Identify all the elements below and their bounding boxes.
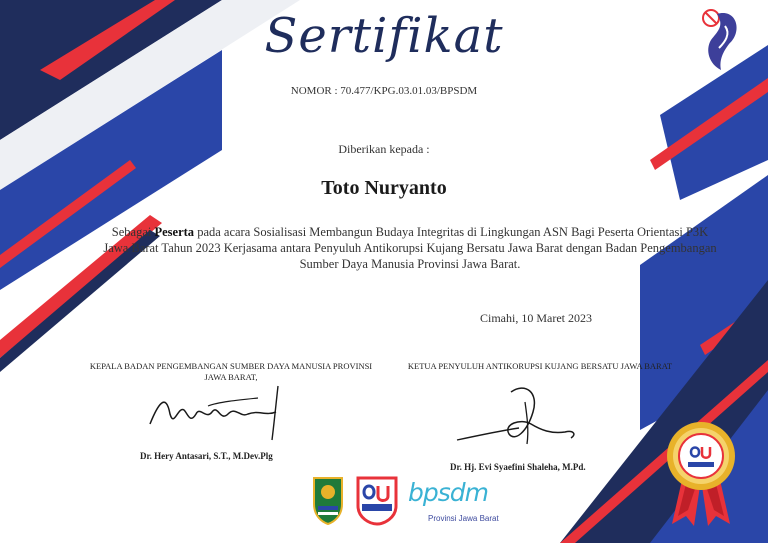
certificate-number: NOMOR : 70.477/KPG.03.01.03/BPSDM bbox=[290, 85, 478, 97]
bpsdm-subtitle: Provinsi Jawa Barat bbox=[428, 514, 499, 523]
desc-role: Peserta bbox=[154, 225, 195, 239]
right-signatory-title: KETUA PENYULUH ANTIKORUPSI KUJANG BERSATU JAWA BARAT bbox=[407, 361, 673, 371]
certificate-title: Sertifikat bbox=[264, 8, 504, 64]
right-signature bbox=[455, 382, 585, 452]
certificate-description bbox=[100, 224, 720, 272]
recipient-name: Toto Nuryanto bbox=[321, 177, 447, 199]
right-signatory-name: Dr. Hj. Evi Syaefini Shaleha, M.Pd. bbox=[450, 462, 586, 472]
left-signature bbox=[148, 384, 298, 444]
desc-before: Sebagai bbox=[111, 225, 152, 239]
left-signatory-name: Dr. Hery Antasari, S.T., M.Dev.Plg bbox=[140, 451, 273, 461]
award-medal-icon bbox=[664, 420, 738, 528]
desc-after: pada acara Sosialisasi Membangun Budaya Integritas di Lingkungan ASN Bagi Peserta Orientasi P3K Jawa Barat Tahun 2023 Kerjasama antara Penyuluh Antikorupsi Kujang Bersatu Jawa Barat dengan Badan Pengembangan Sumber Daya Manusia Provinsi Jawa Barat. bbox=[103, 225, 717, 271]
left-signatory-title: KEPALA BADAN PENGEMBANGAN SUMBER DAYA MANUSIA PROVINSI JAWA BARAT, bbox=[89, 361, 373, 382]
given-to-label: Diberikan kepada : bbox=[338, 142, 430, 156]
place-date: Cimahi, 10 Maret 2023 bbox=[480, 311, 592, 325]
kujang-badge-icon bbox=[354, 474, 400, 526]
jawa-barat-crest-icon bbox=[308, 474, 348, 526]
bpsdm-logo-icon: bpsdm bbox=[408, 478, 488, 507]
